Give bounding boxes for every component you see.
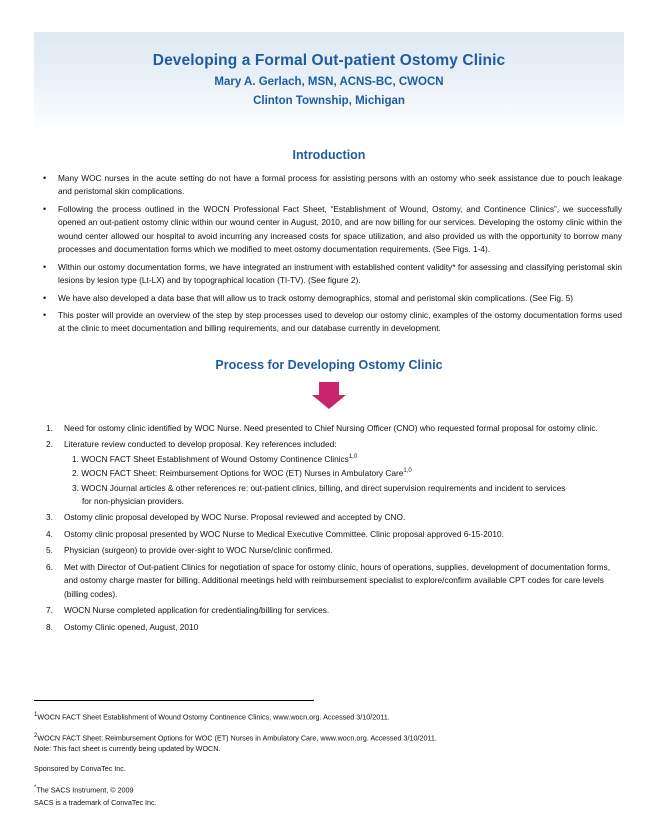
process-heading: Process for Developing Ostomy Clinic (215, 357, 443, 372)
introduction-bullet-list (34, 172, 624, 336)
step-text: Ostomy clinic proposal developed by WOC Nurse. Proposal reviewed and accepted by CNO. (64, 512, 406, 523)
list-item (34, 438, 624, 508)
introduction-heading: Introduction (292, 148, 366, 162)
poster-content (34, 148, 624, 637)
footnote-marker: 2 (34, 733, 38, 740)
list-item: • Within our ostomy documentation forms, we have integrated an instrument with established content validity* for assessing and classifying peristomal skin lesions by lesion type (Lt-LX) and by topographical location (TI-TV). (See figure 2). (34, 261, 624, 288)
footnote-marker: 1 (34, 712, 38, 718)
list-item (34, 604, 624, 617)
footnote-text: WOCN FACT Sheet Establishment of Wound Ostomy Continence Clinics, www.wocn.org. Accessed 3/10/2011. (37, 712, 390, 722)
step-sub-text: 1. WOCN FACT Sheet Establishment of Wound Ostomy Continence Clinics (72, 453, 349, 464)
step-sub-text-cont: for non-physician providers. (82, 496, 184, 506)
step-text: Ostomy clinic proposal presented by WOC Nurse to Medical Executive Committee. Clinic proposal approved 6-15-2010. (64, 528, 504, 539)
list-item: • This poster will provide an overview of the step by step processes used to develop our ostomy clinic, examples of the ostomy documentation forms used at the clinic to meet documentation and billing requirements, and our database currently in development. (34, 309, 624, 336)
sponsor-line (34, 764, 624, 775)
step-text: Physician (surgeon) to provide over-sight to WOC Nurse/clinic confirmed. (64, 545, 333, 556)
footnote-marker: * (34, 784, 37, 791)
sponsor-text: Sponsored by ConvaTec Inc. (34, 764, 126, 774)
footnote-note: Note: This fact sheet is currently being updated by WOCN. (34, 744, 221, 754)
author-affiliation: Clinton Township, Michigan (253, 95, 405, 107)
sacs-note-1 (34, 784, 624, 796)
footnote-ref: 1,0 (403, 468, 412, 475)
footnote-ref: 1,0 (348, 453, 358, 460)
list-item (34, 621, 624, 634)
author-name: Mary A. Gerlach, MSN, ACNS-BC, CWOCN (214, 76, 444, 88)
footnote-divider (34, 700, 314, 701)
process-steps-list (34, 422, 624, 634)
step-text: Ostomy Clinic opened, August, 2010 (64, 621, 199, 632)
sacs-trademark-text: SACS is a trademark of ConvaTec Inc. (34, 798, 157, 808)
page-title: Developing a Formal Out-patient Ostomy Clinic (152, 52, 506, 69)
list-item: • Following the process outlined in the WOCN Professional Fact Sheet, “Establishment of Wound, Ostomy, and Continence Clinics”, we successfully opened an out-patient ostomy clinic within our wound center in August, 2010, and are now billing for our services. Developing the ostomy clinic within the wound center allowed our hospital to avoid incurring any increased costs for space utilization, and also provided us with the opportunity to borrow many processes and documentation forms which we modified to meet ostomy documentation requirements. (See Figs. 1-4). (34, 203, 624, 257)
step-sub-text: 2. WOCN FACT Sheet: Reimbursement Options for WOC (ET) Nurses in Ambulatory Care (72, 468, 404, 479)
footnote-1 (34, 711, 624, 723)
step-sub-item (64, 482, 624, 509)
step-text: Met with Director of Out-patient Clinics for negotiation of space for ostomy clinic, hours of operations, supplies, development of documentation forms, and ostomy charge master for billing. Additional meetings held with reimbursement specialist to explore/confirm available CPT codes for care levels (billing codes). (64, 561, 611, 599)
list-item (34, 528, 624, 541)
step-sub-text: 3. WOCN Journal articles & other references re: out-patient clinics, billing, and direct supervision requirements and incident to services (72, 482, 566, 493)
down-arrow-wrapper (34, 382, 624, 412)
sacs-text: The SACS Instrument, © 2009 (36, 785, 134, 795)
down-arrow-icon (312, 382, 346, 410)
step-sub-item (64, 467, 624, 480)
footnote-text: WOCN FACT Sheet: Reimbursement Options for WOC (ET) Nurses in Ambulatory Care, www.wocn.org. Accessed 3/10/2011. (37, 733, 437, 743)
step-sub-item (64, 453, 624, 466)
step-text: Need for ostomy clinic identified by WOC Nurse. Need presented to Chief Nursing Officer (CNO) who requested formal proposal for ostomy clinic. (64, 422, 598, 433)
list-item (34, 544, 624, 557)
list-item: • Many WOC nurses in the acute setting do not have a formal process for assisting persons with an ostomy who seek assistance due to pouch leakage and peristomal skin complications. (34, 172, 624, 199)
sacs-note-2 (34, 798, 624, 809)
list-item (34, 511, 624, 524)
step-text: WOCN Nurse completed application for credentialing/billing for services. (64, 605, 330, 616)
step-text: Literature review conducted to develop proposal. Key references included: (64, 439, 337, 450)
footnotes-section (34, 700, 624, 818)
header-banner (34, 32, 624, 132)
footnote-2 (34, 732, 624, 755)
list-item: • We have also developed a data base that will allow us to track ostomy demographics, stomal and peristomal skin complications. (See Fig. 5) (34, 292, 624, 305)
list-item (34, 561, 624, 601)
list-item (34, 422, 624, 435)
